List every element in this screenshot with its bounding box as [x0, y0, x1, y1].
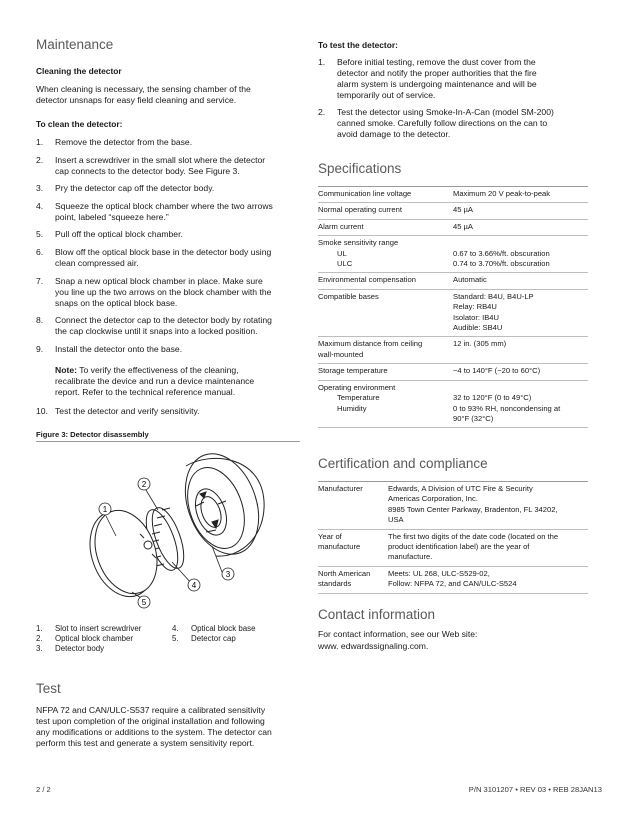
step-number: 2. [36, 154, 44, 165]
cert-row [318, 482, 588, 530]
callout-5 [138, 596, 150, 608]
spec-row [318, 236, 588, 273]
spec-row [318, 380, 588, 428]
cleaning-text-2: detector unsnaps for easy field cleaning and service. [36, 95, 237, 105]
spec-key [318, 236, 453, 273]
step-number: 8. [36, 315, 44, 326]
spec-value-line: 0 to 93% RH, noncondensing at [453, 403, 561, 413]
spec-row [318, 364, 588, 380]
note-line-3: report. Refer to the technical reference manual. [55, 387, 236, 397]
svg-text:1: 1 [102, 505, 108, 514]
clean-step-3 [36, 183, 298, 194]
spec-key-line: Environmental compensation [318, 275, 416, 285]
spec-value-line: 0.74 to 3.70%/ft. obscuration [453, 259, 550, 269]
cert-value [388, 482, 588, 530]
step-text-line: Insert a screwdriver in the small slot where the detector [55, 154, 266, 165]
step-text-line: cap connects to the detector body. See Figure 3. [55, 165, 240, 176]
cert-key [318, 482, 388, 530]
spec-key [318, 337, 453, 364]
spec-key [318, 380, 453, 428]
cert-value-line: Follow: NFPA 72, and CAN/ULC-S524 [388, 579, 517, 589]
cert-value-line: 8985 Town Center Parkway, Bradenton, FL 34202, [388, 504, 558, 514]
spec-value-line [453, 383, 588, 393]
spec-value-line: 0.67 to 3.66%/ft. obscuration [453, 248, 550, 258]
spec-key-line: Temperature [337, 393, 380, 403]
step-text-line: alarm system is undergoing maintenance and will be [337, 79, 537, 89]
spec-value-line: 12 in. (305 mm) [453, 339, 507, 349]
legend-item [36, 634, 166, 644]
spec-key [318, 273, 453, 289]
cert-value-line: Americas Corporation, Inc. [388, 494, 478, 504]
contact-link[interactable]: www. edwardssignaling.com. [318, 641, 429, 651]
spec-value [453, 337, 588, 364]
step-text-line: Pull off the optical block chamber. [55, 229, 183, 240]
specifications-table [318, 186, 588, 428]
spec-key-line: Operating environment [318, 382, 396, 392]
callout-4 [188, 579, 200, 591]
cert-value-line: The first two digits of the date code (located on the [388, 531, 559, 541]
step-text-line: Squeeze the optical block chamber where the two arrows [55, 200, 273, 211]
cert-row [318, 529, 588, 566]
step-text-line: you line up the two arrows on the block chamber with the [55, 286, 272, 297]
to-clean-heading: To clean the detector: [36, 119, 123, 129]
spec-value [453, 273, 588, 289]
note-line-2: recalibrate the device and run a device maintenance [55, 376, 255, 386]
step-text-line: Install the detector onto the base. [55, 343, 183, 354]
spec-value-line: Relay: RB4U [453, 302, 497, 312]
spec-value-line: 45 µA [453, 205, 473, 215]
spec-key-line: Normal operating current [318, 205, 402, 215]
figure-caption-rule [36, 441, 300, 442]
step-number: 4. [36, 200, 44, 211]
test-line: any modifications or additions to the system. The detector can [36, 727, 272, 737]
spec-value [453, 364, 588, 380]
spec-key [318, 203, 453, 219]
clean-step-5 [36, 229, 298, 240]
step-text-line: temporarily out of service. [337, 90, 436, 100]
step-text-line: snaps on the optical block base. [55, 297, 178, 308]
step-text-line: Test the detector using Smoke-In-A-Can (model SM-200) [337, 107, 554, 117]
step-text-line: canned smoke. Carefully follow directions on the can to [337, 118, 548, 128]
step-text-line: Before initial testing, remove the dust cover from the [337, 57, 536, 67]
legend-item [172, 624, 292, 634]
clean-step-4 [36, 201, 298, 223]
callout-1 [99, 503, 111, 515]
cert-value [388, 566, 588, 593]
detector-cap-illustration [79, 502, 168, 606]
maintenance-heading: Maintenance [36, 37, 114, 52]
spec-value [453, 203, 588, 219]
certification-table [318, 481, 588, 594]
legend-num: 3. [36, 644, 43, 653]
svg-text:2: 2 [141, 480, 147, 489]
clean-step-7 [36, 276, 298, 309]
legend-num: 4. [172, 624, 179, 633]
spec-key-line: UL [337, 248, 347, 258]
spec-value-line: Audible: SB4U [453, 323, 503, 333]
figure-caption: Figure 3: Detector disassembly [36, 430, 149, 439]
test-line: NFPA 72 and CAN/ULC-S537 require a calibrated sensitivity [36, 705, 266, 715]
step-number: 2. [318, 107, 326, 117]
spec-value-line: Automatic [453, 275, 487, 285]
to-test-heading: To test the detector: [318, 40, 398, 50]
svg-text:3: 3 [225, 570, 231, 579]
legend-text: Slot to insert screwdriver [55, 624, 142, 633]
step-text-line: Pry the detector cap off the detector body. [55, 183, 215, 194]
step-10-text: Test the detector and verify sensitivity. [55, 406, 200, 416]
figure-legend-right [172, 624, 292, 644]
legend-text: Optical block chamber [55, 634, 134, 643]
step-text-line: Connect the detector cap to the detector body by rotating [55, 315, 272, 326]
note-line-1: To verify the effectiveness of the cleaning, [76, 365, 239, 375]
spec-value-line: 90°F (32°C) [453, 413, 494, 423]
step-text-line: Snap a new optical block chamber in place. Make sure [55, 275, 263, 286]
legend-text: Detector body [55, 644, 105, 653]
spec-value [453, 289, 588, 337]
cleaning-heading: Cleaning the detector [36, 66, 122, 76]
callout-3 [222, 568, 234, 580]
legend-num: 1. [36, 624, 43, 633]
legend-text: Optical block base [191, 624, 256, 633]
step-text-line: clean compressed air. [55, 257, 139, 268]
clean-step-9 [36, 344, 298, 355]
spec-key-line: Storage temperature [318, 366, 388, 376]
spec-value-line: 32 to 120°F (0 to 49°C) [453, 393, 532, 403]
step-number: 1. [36, 137, 44, 147]
spec-value-line [453, 238, 588, 248]
legend-item [36, 644, 166, 654]
test-line: test upon completion of the original installation and following [36, 716, 265, 726]
callout-2 [138, 478, 150, 490]
spec-value-line: Standard: B4U, B4U-LP [453, 291, 534, 301]
clean-step-6 [36, 247, 298, 269]
step-text-line: avoid damage to the detector. [337, 129, 451, 139]
clean-step-1 [36, 137, 298, 148]
cert-value-line: Edwards, A Division of UTC Fire & Security [388, 484, 533, 493]
spec-key-line: wall-mounted [318, 349, 364, 359]
cert-value-line: Meets: UL 268, ULC-S529-02, [388, 568, 490, 578]
contact-line-1: For contact information, see our Web site: [318, 629, 478, 639]
cert-value [388, 529, 588, 566]
step-10-number: 10. [36, 406, 48, 416]
spec-value [453, 187, 588, 203]
spec-key-line: Maximum distance from ceiling [318, 339, 423, 349]
spec-key-line: Communication line voltage [318, 189, 412, 198]
legend-num: 2. [36, 634, 43, 643]
spec-key-line: Alarm current [318, 221, 364, 231]
step-text-line: point, labeled “squeeze here.” [55, 211, 169, 222]
step-number: 9. [36, 343, 44, 354]
cert-value-line: USA [388, 515, 404, 525]
spec-key [318, 364, 453, 380]
spec-key-line: ULC [337, 259, 353, 269]
spec-row [318, 273, 588, 289]
step-text-line: the cap clockwise until it snaps into a locked position. [55, 326, 258, 337]
detector-body-illustration [172, 446, 271, 564]
spec-value [453, 219, 588, 235]
spec-row [318, 187, 588, 203]
cleaning-steps-list [36, 137, 298, 361]
step-number: 5. [36, 229, 44, 240]
detector-disassembly-figure [36, 446, 300, 618]
spec-key [318, 219, 453, 235]
spec-key-line: Smoke sensitivity range [318, 238, 399, 248]
cert-value-line: product identification label) are the year of [388, 542, 530, 552]
spec-key [318, 289, 453, 337]
spec-row [318, 203, 588, 219]
specifications-heading: Specifications [318, 161, 402, 176]
spec-row [318, 337, 588, 364]
test-paragraph [36, 705, 300, 749]
step-text-line: Remove the detector from the base. [55, 137, 193, 147]
contact-heading: Contact information [318, 607, 436, 622]
step-number: 1. [318, 57, 326, 67]
cert-value-line: manufacture. [388, 552, 433, 562]
svg-text:5: 5 [141, 598, 147, 607]
maintenance-note [55, 365, 300, 398]
spec-key-line: Humidity [337, 403, 367, 413]
test-heading: Test [36, 681, 61, 696]
spec-key-line: Compatible bases [318, 291, 379, 301]
step-text-line: Blow off the optical block base in the detector body using [55, 246, 272, 257]
note-label: Note: [55, 365, 77, 375]
spec-value-line: 45 µA [453, 221, 473, 231]
cert-key-line: Manufacturer [318, 484, 363, 493]
part-number: P/N 3101207 • REV 03 • REB 28JAN13 [468, 785, 602, 794]
spec-value-line: Isolator: IB4U [453, 312, 500, 322]
spec-value-line: Maximum 20 V peak-to-peak [453, 189, 551, 198]
spec-key [318, 187, 453, 203]
figure-legend-left [36, 624, 166, 654]
legend-text: Detector cap [191, 634, 236, 643]
testing-steps-list [318, 57, 590, 146]
spec-value-line: −4 to 140°F (−20 to 60°C) [453, 366, 541, 376]
cleaning-text-1: When cleaning is necessary, the sensing chamber of the [36, 84, 251, 94]
step-text-line: detector and notify the proper authorities that the fire [337, 68, 537, 78]
legend-item [172, 634, 292, 644]
spec-value [453, 236, 588, 273]
test-step-2 [318, 107, 590, 140]
step-number: 6. [36, 246, 44, 257]
clean-step-8 [36, 315, 298, 337]
cert-key [318, 566, 388, 593]
legend-num: 5. [172, 634, 179, 643]
clean-step-2 [36, 155, 298, 177]
cert-row [318, 566, 588, 593]
cert-key [318, 529, 388, 566]
test-line: perform this test and generate a system sensitivity report. [36, 738, 255, 748]
cert-key-line: North American [318, 568, 371, 578]
certification-heading: Certification and compliance [318, 456, 488, 471]
cert-key-line: standards [318, 579, 352, 589]
cert-key-line: manufacture [318, 542, 361, 552]
legend-item [36, 624, 166, 634]
cert-key-line: Year of [318, 531, 342, 541]
page-number: 2 / 2 [36, 785, 51, 794]
svg-text:4: 4 [191, 581, 197, 590]
step-number: 7. [36, 275, 44, 286]
step-number: 3. [36, 183, 44, 194]
spec-value [453, 380, 588, 428]
test-step-1 [318, 57, 590, 101]
spec-row [318, 219, 588, 235]
spec-row [318, 289, 588, 337]
